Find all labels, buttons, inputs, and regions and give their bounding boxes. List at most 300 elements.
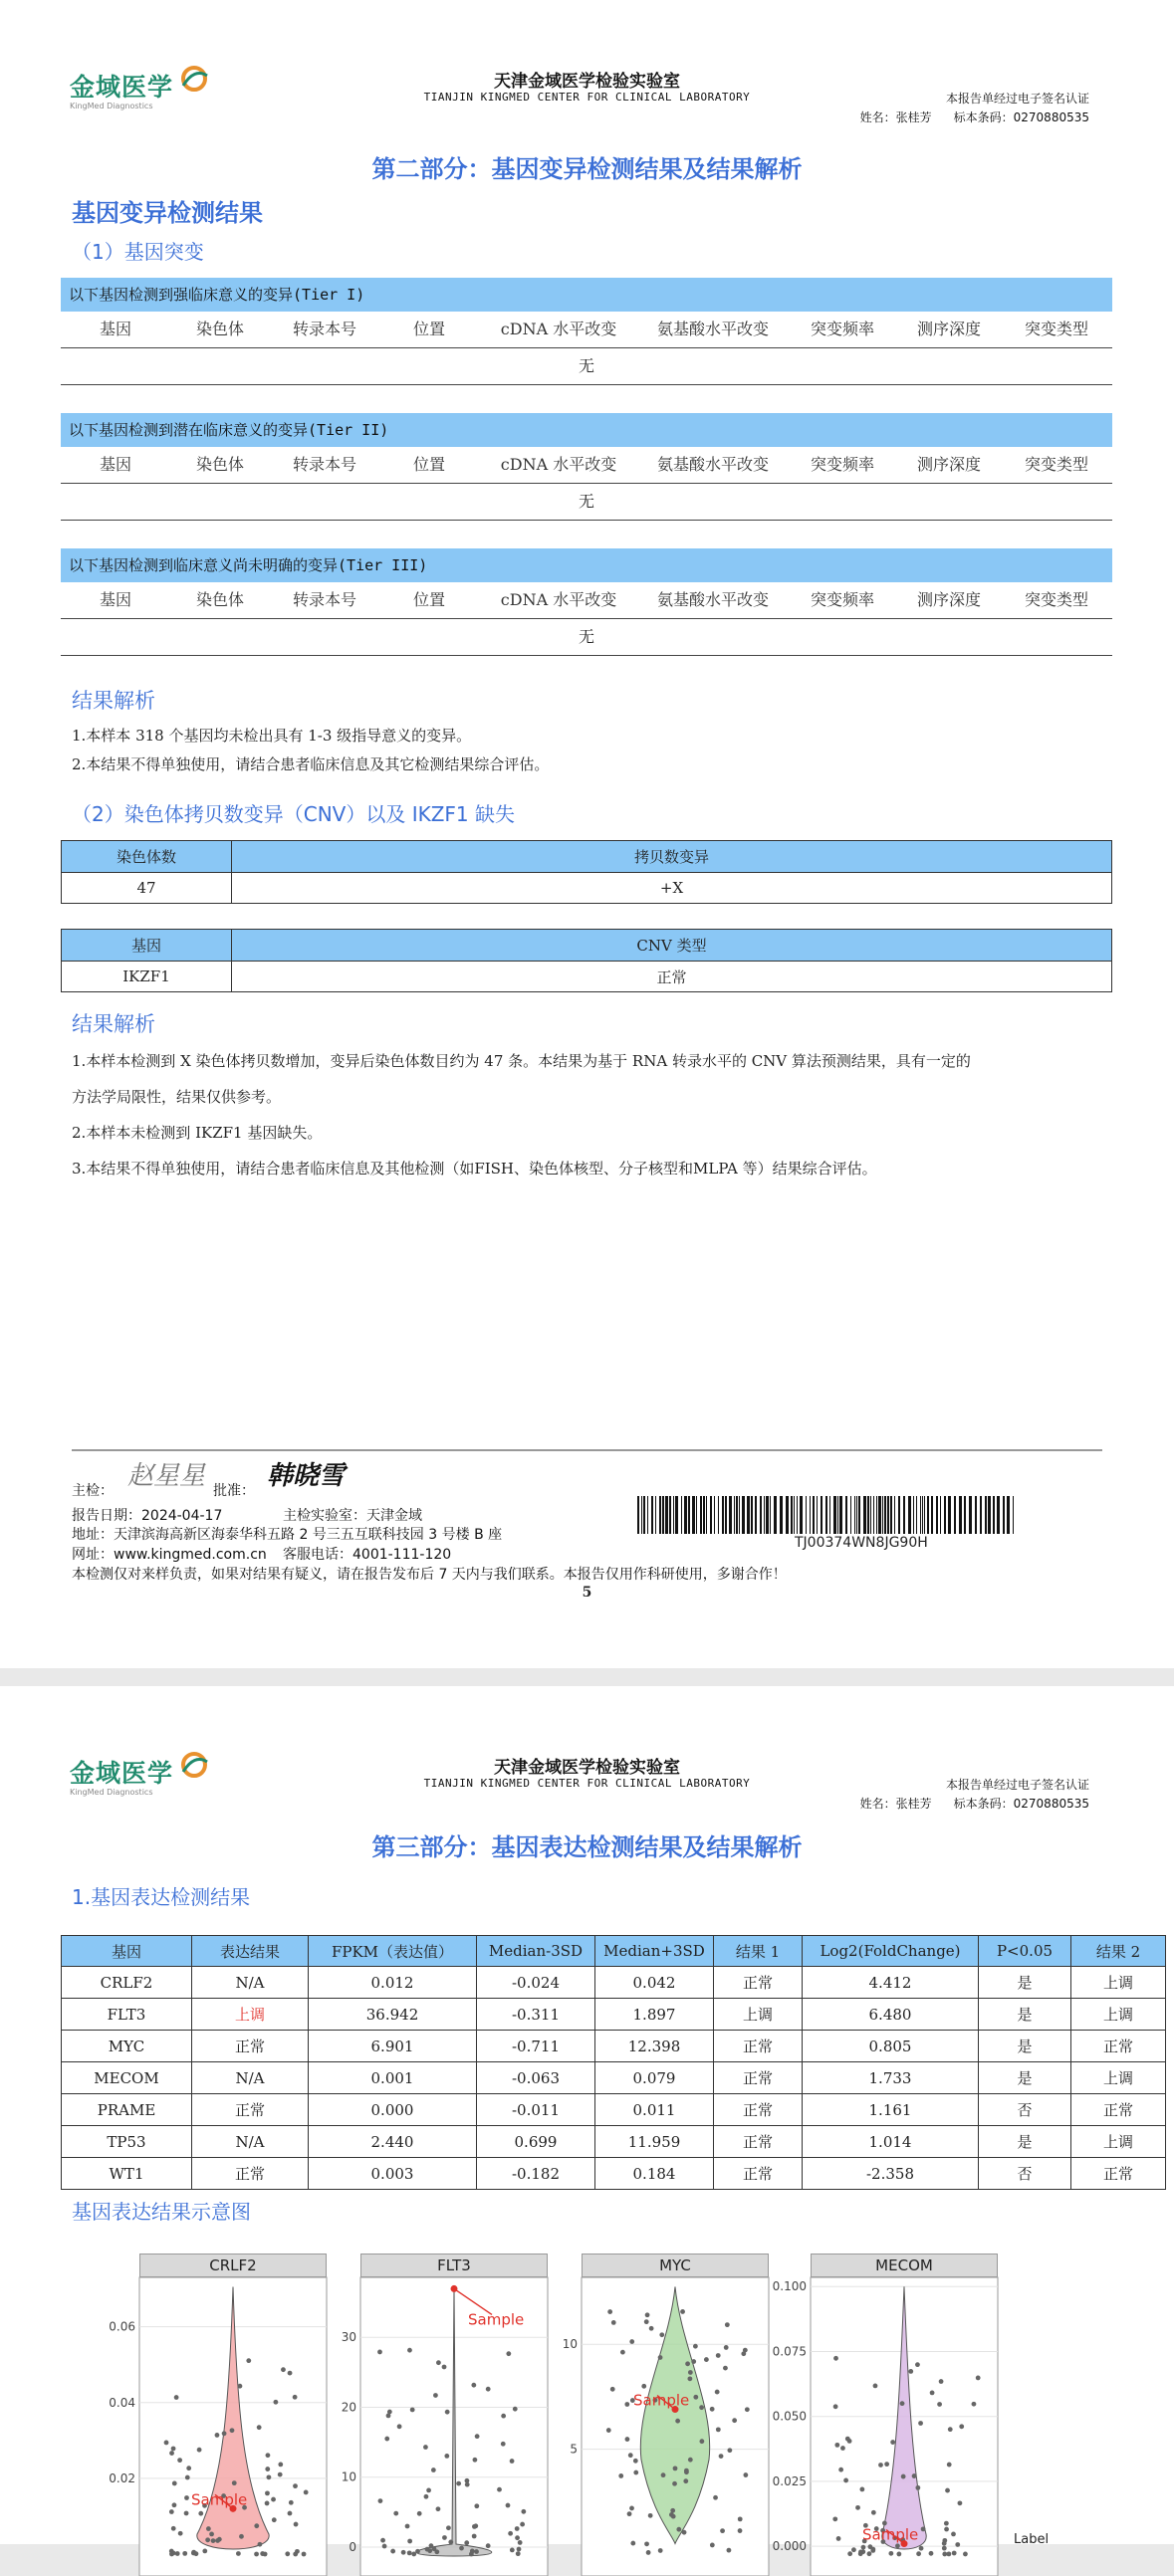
data-point xyxy=(738,2516,743,2521)
data-point xyxy=(669,2512,674,2517)
data-point xyxy=(265,2501,270,2506)
barcode-bar xyxy=(764,1496,765,1534)
data-point xyxy=(972,2402,977,2407)
data-point xyxy=(429,2543,434,2548)
col-transcript: 转录本号 xyxy=(292,320,356,338)
barcode-bar xyxy=(920,1496,921,1534)
data-point xyxy=(915,2485,920,2490)
data-point xyxy=(645,2312,650,2317)
col-position: 位置 xyxy=(412,455,445,474)
data-point xyxy=(238,2384,243,2389)
data-point xyxy=(958,2500,963,2505)
table-cell: 0.011 xyxy=(595,2094,714,2126)
data-point xyxy=(658,2355,663,2360)
barcode-bar xyxy=(916,1496,917,1534)
data-point xyxy=(952,2551,957,2556)
barcode-bar xyxy=(742,1496,745,1534)
data-point xyxy=(704,2357,709,2362)
table-cell: 正常 xyxy=(192,2031,309,2062)
data-point xyxy=(727,2548,732,2553)
data-point xyxy=(390,2549,395,2554)
data-point xyxy=(294,2522,299,2527)
data-point xyxy=(516,2551,521,2556)
panel-title: MECOM xyxy=(811,2254,998,2277)
patient-info xyxy=(838,1795,1089,1812)
data-point xyxy=(610,2387,615,2392)
data-point xyxy=(178,2531,183,2536)
cnv-header-copy-number: 拷贝数变异 xyxy=(232,841,1112,873)
data-point xyxy=(871,2510,876,2515)
data-point xyxy=(895,2543,900,2548)
table-cell: 上调 xyxy=(1071,2062,1166,2094)
data-point xyxy=(386,2413,391,2418)
data-point xyxy=(858,2550,863,2555)
expression-table-header xyxy=(62,1936,1166,1967)
barcode-bar xyxy=(688,1496,690,1534)
panel-flt3 xyxy=(341,2254,548,2554)
table-cell: 正常 xyxy=(192,2158,309,2190)
data-point xyxy=(254,2523,259,2528)
data-point xyxy=(930,2391,935,2396)
y-tick-label: 0.04 xyxy=(109,2395,135,2410)
table-cell: -0.063 xyxy=(477,2062,595,2094)
col-chromosome: 染色体 xyxy=(195,320,244,338)
barcode-bar xyxy=(944,1496,946,1534)
data-point xyxy=(699,2439,704,2444)
tier-2-table xyxy=(61,413,1112,521)
patient-name: 姓名：张桂芳 xyxy=(859,110,932,124)
ikzf1-cnv-type: 正常 xyxy=(232,962,1112,992)
table-cell: 6.480 xyxy=(803,1999,979,2031)
barcode-bar xyxy=(739,1496,740,1534)
data-point xyxy=(646,2550,651,2555)
cnv-chromosome-count: 47 xyxy=(62,873,232,904)
data-point xyxy=(878,2463,883,2468)
tier-2-header: 以下基因检测到潜在临床意义的变异(Tier II) xyxy=(61,413,1112,447)
data-point xyxy=(278,2472,283,2477)
table-row xyxy=(62,1967,1166,1999)
table-cell: TP53 xyxy=(62,2126,192,2158)
barcode-bar xyxy=(655,1496,656,1534)
data-point xyxy=(293,2552,298,2557)
panel-plot xyxy=(80,2277,327,2576)
barcode-bar xyxy=(964,1496,966,1534)
table-cell: 正常 xyxy=(1071,2094,1166,2126)
table-cell: 正常 xyxy=(714,2031,803,2062)
data-point xyxy=(834,2443,839,2448)
barcode-bar xyxy=(887,1496,889,1534)
data-point xyxy=(289,2500,294,2505)
expr-col-4: Median+3SD xyxy=(595,1936,714,1967)
table-cell: -0.024 xyxy=(477,1967,595,1999)
col-depth: 测序深度 xyxy=(916,320,981,338)
data-point xyxy=(942,2546,947,2551)
cnv-copy-number: +X xyxy=(232,873,1112,904)
data-point xyxy=(732,2418,737,2423)
data-point xyxy=(424,2494,429,2499)
barcode-bar xyxy=(884,1496,886,1534)
data-point xyxy=(691,2359,696,2364)
interpretation-1-line-2: 2.本结果不得单独使用，请结合患者临床信息及其它检测结果综合评估。 xyxy=(72,755,550,773)
legend-label: Label xyxy=(1014,2532,1050,2547)
data-point xyxy=(888,2551,893,2556)
patient-name: 姓名：张桂芳 xyxy=(859,1797,932,1811)
barcode-number: TJ00374WN8JG90H xyxy=(795,1535,928,1551)
table-cell: 正常 xyxy=(714,2094,803,2126)
interpretation-2-line-3: 2.本样本未检测到 IKZF1 基因缺失。 xyxy=(72,1124,323,1142)
data-point xyxy=(743,2472,748,2477)
data-point xyxy=(901,2474,906,2479)
data-point xyxy=(436,2360,441,2365)
interpretation-title-1: 结果解析 xyxy=(72,689,155,713)
panel-title: MYC xyxy=(582,2254,769,2277)
data-point xyxy=(175,2551,180,2556)
col-type: 突变类型 xyxy=(1024,590,1088,609)
data-point xyxy=(855,2505,860,2510)
table-row xyxy=(62,1999,1166,2031)
data-point xyxy=(182,2551,187,2556)
barcode-bar xyxy=(839,1496,842,1534)
data-point xyxy=(625,2437,630,2442)
barcode-bar xyxy=(858,1496,860,1534)
barcode-bar xyxy=(703,1496,705,1534)
data-point xyxy=(471,2383,476,2388)
data-point xyxy=(890,2440,895,2445)
col-depth: 测序深度 xyxy=(916,590,981,609)
barcode-bar xyxy=(845,1496,847,1534)
interpretation-title-2: 结果解析 xyxy=(72,1012,155,1036)
barcode-bar xyxy=(997,1496,1000,1534)
barcode-bar xyxy=(1003,1496,1005,1534)
data-point xyxy=(470,2549,475,2554)
data-point xyxy=(246,2358,251,2363)
barcode-bar xyxy=(760,1496,762,1534)
data-point xyxy=(172,2502,177,2507)
data-point xyxy=(624,2402,629,2407)
barcode-bar xyxy=(936,1496,938,1534)
data-point xyxy=(607,2309,612,2314)
data-point xyxy=(916,2551,921,2556)
table-cell: 0.805 xyxy=(803,2031,979,2062)
data-point xyxy=(433,2393,438,2398)
data-point xyxy=(715,2390,720,2395)
tier-2-columns xyxy=(61,447,1112,484)
footer-divider xyxy=(72,1449,1102,1451)
expr-col-8: 结果 2 xyxy=(1071,1936,1166,1967)
data-point xyxy=(177,2458,182,2463)
data-point xyxy=(184,2495,189,2500)
main-lab: 主检实验室：天津金域 xyxy=(283,1508,422,1524)
barcode-bar xyxy=(806,1496,807,1534)
data-point xyxy=(719,2454,724,2459)
y-tick-label: 0.100 xyxy=(772,2279,807,2294)
barcode-bar xyxy=(876,1496,877,1534)
expr-col-5: 结果 1 xyxy=(714,1936,803,1967)
table-cell: 0.699 xyxy=(477,2126,595,2158)
data-point xyxy=(672,2481,677,2486)
barcode-bar xyxy=(924,1496,925,1534)
data-point xyxy=(713,2495,718,2500)
data-point xyxy=(265,2490,270,2495)
table-cell: 1.897 xyxy=(595,1999,714,2031)
table-cell: 0.012 xyxy=(309,1967,477,1999)
barcode-bar xyxy=(675,1496,678,1534)
tier-3-header: 以下基因检测到临床意义尚未明确的变异(Tier III) xyxy=(61,548,1112,582)
data-point xyxy=(407,2348,412,2353)
data-point xyxy=(209,2531,214,2536)
data-point xyxy=(475,2434,480,2439)
barcode-bar xyxy=(969,1496,972,1534)
data-point xyxy=(444,2454,449,2459)
data-point xyxy=(169,2451,174,2456)
report-date: 报告日期：2024-04-17 xyxy=(72,1508,223,1524)
barcode-bar xyxy=(993,1496,995,1534)
data-point xyxy=(278,2463,283,2468)
table-row xyxy=(62,2158,1166,2190)
barcode-bar xyxy=(931,1496,933,1534)
data-point xyxy=(847,2551,852,2556)
data-point xyxy=(164,2441,169,2446)
data-point xyxy=(688,2370,693,2375)
barcode-bar xyxy=(747,1496,750,1534)
data-point xyxy=(870,2547,875,2552)
data-point xyxy=(945,2488,950,2493)
data-point xyxy=(641,2384,646,2389)
patient-info xyxy=(838,108,1089,125)
col-type: 突变类型 xyxy=(1024,320,1088,338)
data-point xyxy=(407,2539,412,2544)
report-page-6 xyxy=(0,1686,1174,2554)
barcode-bar xyxy=(988,1496,991,1534)
data-point xyxy=(633,2470,638,2475)
data-point xyxy=(633,2459,638,2464)
col-transcript: 转录本号 xyxy=(292,455,356,474)
data-point xyxy=(951,2532,956,2537)
table-cell: 正常 xyxy=(714,1967,803,1999)
data-point xyxy=(417,2511,422,2516)
table-cell: -0.182 xyxy=(477,2158,595,2190)
table-cell: -2.358 xyxy=(803,2158,979,2190)
expr-col-0: 基因 xyxy=(62,1936,192,1967)
interpretation-2-line-4: 3.本结果不得单独使用，请结合患者临床信息及其他检测（如FISH、染色体核型、分子核型和MLPA 等）结果综合评估。 xyxy=(72,1160,877,1178)
table-cell: 是 xyxy=(979,2062,1071,2094)
panel-myc xyxy=(562,2254,769,2457)
data-point xyxy=(465,2478,470,2483)
col-depth: 测序深度 xyxy=(916,455,981,474)
part-title: 第二部分：基因变异检测结果及结果解析 xyxy=(371,155,803,183)
approver-label: 批准： xyxy=(213,1483,255,1499)
barcode-bar xyxy=(1007,1496,1010,1534)
table-cell: 是 xyxy=(979,2031,1071,2062)
tier-2-result: 无 xyxy=(61,484,1112,521)
barcode-bar xyxy=(643,1496,645,1534)
y-tick-label: 0 xyxy=(349,2539,356,2554)
data-point xyxy=(627,2511,632,2516)
panel-crlf2 xyxy=(109,2254,327,2509)
data-point xyxy=(944,2521,949,2526)
barcode-bar xyxy=(770,1496,771,1534)
data-point xyxy=(867,2551,872,2556)
table-cell: WT1 xyxy=(62,2158,192,2190)
barcode-bar xyxy=(794,1496,795,1534)
ikzf1-table xyxy=(61,929,1112,992)
data-point xyxy=(644,2319,649,2324)
y-tick-label: 0.000 xyxy=(772,2539,807,2554)
data-point xyxy=(976,2376,981,2381)
page-number: 5 xyxy=(582,1585,592,1601)
data-point xyxy=(378,2498,383,2503)
barcode-bar xyxy=(736,1496,738,1534)
data-point xyxy=(947,2463,952,2468)
data-point xyxy=(380,2538,385,2543)
barcode-bar xyxy=(1013,1496,1014,1534)
barcode-bar xyxy=(959,1496,962,1534)
data-point xyxy=(513,2407,518,2412)
data-point xyxy=(832,2516,837,2521)
tier-3-result: 无 xyxy=(61,619,1112,656)
data-point xyxy=(680,2309,685,2314)
data-point xyxy=(955,2542,960,2547)
data-point xyxy=(172,2481,177,2486)
data-point xyxy=(288,2511,293,2516)
barcode-bar xyxy=(718,1496,719,1534)
data-point xyxy=(397,2424,402,2429)
data-point xyxy=(873,2384,878,2389)
barcode-bar xyxy=(725,1496,727,1534)
table-row xyxy=(62,2062,1166,2094)
table-cell: 0.184 xyxy=(595,2158,714,2190)
barcode-bar xyxy=(696,1496,697,1534)
barcode-bar xyxy=(878,1496,881,1534)
barcode-bar xyxy=(870,1496,871,1534)
data-point xyxy=(738,2528,743,2533)
data-point xyxy=(649,2326,654,2331)
data-point xyxy=(423,2445,428,2450)
col-gene: 基因 xyxy=(99,455,131,474)
data-point xyxy=(515,2535,520,2540)
barcode-bar xyxy=(774,1496,777,1534)
barcode-bar xyxy=(813,1496,815,1534)
data-point xyxy=(939,2379,944,2384)
subsection-expression: 1.基因表达检测结果 xyxy=(72,1885,251,1909)
data-point xyxy=(517,2547,522,2552)
data-point xyxy=(186,2466,191,2470)
y-tick-label: 0.02 xyxy=(109,2470,135,2485)
sample-label: Sample xyxy=(468,2310,525,2329)
barcode-bar xyxy=(954,1496,956,1534)
data-point xyxy=(230,2428,235,2433)
data-point xyxy=(185,2475,190,2480)
barcode-bar xyxy=(948,1496,951,1534)
col-cdna: cDNA 水平改变 xyxy=(500,590,617,609)
data-point xyxy=(861,2545,866,2550)
sample-code: 标本条码：0270880535 xyxy=(953,1797,1089,1811)
data-point xyxy=(271,2497,276,2502)
interpretation-2-line-2: 方法学局限性，结果仅供参考。 xyxy=(72,1088,282,1106)
col-chromosome: 染色体 xyxy=(195,590,244,609)
panel-plot xyxy=(301,2277,548,2576)
barcode-bar xyxy=(854,1496,855,1534)
data-point xyxy=(384,2437,389,2442)
barcode-bar xyxy=(692,1496,695,1534)
data-point xyxy=(501,2414,506,2419)
barcode-bar xyxy=(833,1496,836,1534)
col-aa: 氨基酸水平改变 xyxy=(656,455,769,474)
ikzf1-header-cnv-type: CNV 类型 xyxy=(232,930,1112,962)
data-point xyxy=(434,2549,439,2554)
barcode-bar xyxy=(681,1496,682,1534)
data-point xyxy=(741,2351,746,2356)
barcode-bar xyxy=(651,1496,653,1534)
data-point xyxy=(410,2408,415,2413)
table-cell: 6.901 xyxy=(309,2031,477,2062)
table-cell: CRLF2 xyxy=(62,1967,192,1999)
data-point xyxy=(676,2527,681,2532)
table-cell: 是 xyxy=(979,1999,1071,2031)
barcode-bar xyxy=(837,1496,838,1534)
logo-text: 金域医学 xyxy=(70,73,174,102)
data-point xyxy=(456,2481,461,2486)
y-tick-label: 20 xyxy=(341,2400,356,2415)
logo-text: 金域医学 xyxy=(70,1759,174,1788)
data-point xyxy=(611,2320,616,2325)
data-point xyxy=(661,2472,666,2477)
table-cell: 上调 xyxy=(714,1999,803,2031)
barcode-bar xyxy=(665,1496,668,1534)
data-point xyxy=(171,2447,176,2452)
data-point xyxy=(942,2541,947,2546)
disclaimer: 本检测仅对来样负责，如果对结果有疑义，请在报告发布后 7 天内与我们联系。本报告仅用作科研使用，多谢合作！ xyxy=(72,1567,787,1583)
data-point xyxy=(258,2542,263,2547)
col-transcript: 转录本号 xyxy=(292,590,356,609)
table-cell: 正常 xyxy=(1071,2158,1166,2190)
tier-3-columns xyxy=(61,582,1112,619)
section-title: 基因变异检测结果 xyxy=(72,199,263,227)
tier-1-result: 无 xyxy=(61,348,1112,385)
barcode-bar xyxy=(810,1496,811,1534)
table-cell: FLT3 xyxy=(62,1999,192,2031)
col-position: 位置 xyxy=(412,590,445,609)
data-point xyxy=(659,2332,664,2337)
data-point xyxy=(670,2508,675,2513)
data-point xyxy=(688,2458,693,2463)
data-point xyxy=(446,2525,451,2530)
tier-1-header: 以下基因检测到强临床意义的变异(Tier I) xyxy=(61,278,1112,312)
col-gene: 基因 xyxy=(99,320,131,338)
table-cell: 上调 xyxy=(1071,2126,1166,2158)
data-point xyxy=(501,2442,506,2447)
data-point xyxy=(202,2548,207,2553)
tier-1-table xyxy=(61,278,1112,385)
data-point xyxy=(263,2552,268,2557)
data-point xyxy=(506,2503,511,2508)
table-cell: 正常 xyxy=(714,2062,803,2094)
data-point xyxy=(236,2551,241,2556)
table-cell: 1.733 xyxy=(803,2062,979,2094)
data-point xyxy=(169,2552,174,2557)
table-cell: 1.014 xyxy=(803,2126,979,2158)
table-cell: 0.001 xyxy=(309,2062,477,2094)
table-cell: PRAME xyxy=(62,2094,192,2126)
data-point xyxy=(506,2351,511,2356)
barcode-bar xyxy=(751,1496,753,1534)
barcode-bar xyxy=(797,1496,798,1534)
table-cell: 36.942 xyxy=(309,1999,477,2031)
tier-3-table xyxy=(61,548,1112,656)
barcode-bar xyxy=(647,1496,648,1534)
data-point xyxy=(445,2410,450,2415)
subsection-cnv: （2）染色体拷贝数变异（CNV）以及 IKZF1 缺失 xyxy=(72,802,515,826)
